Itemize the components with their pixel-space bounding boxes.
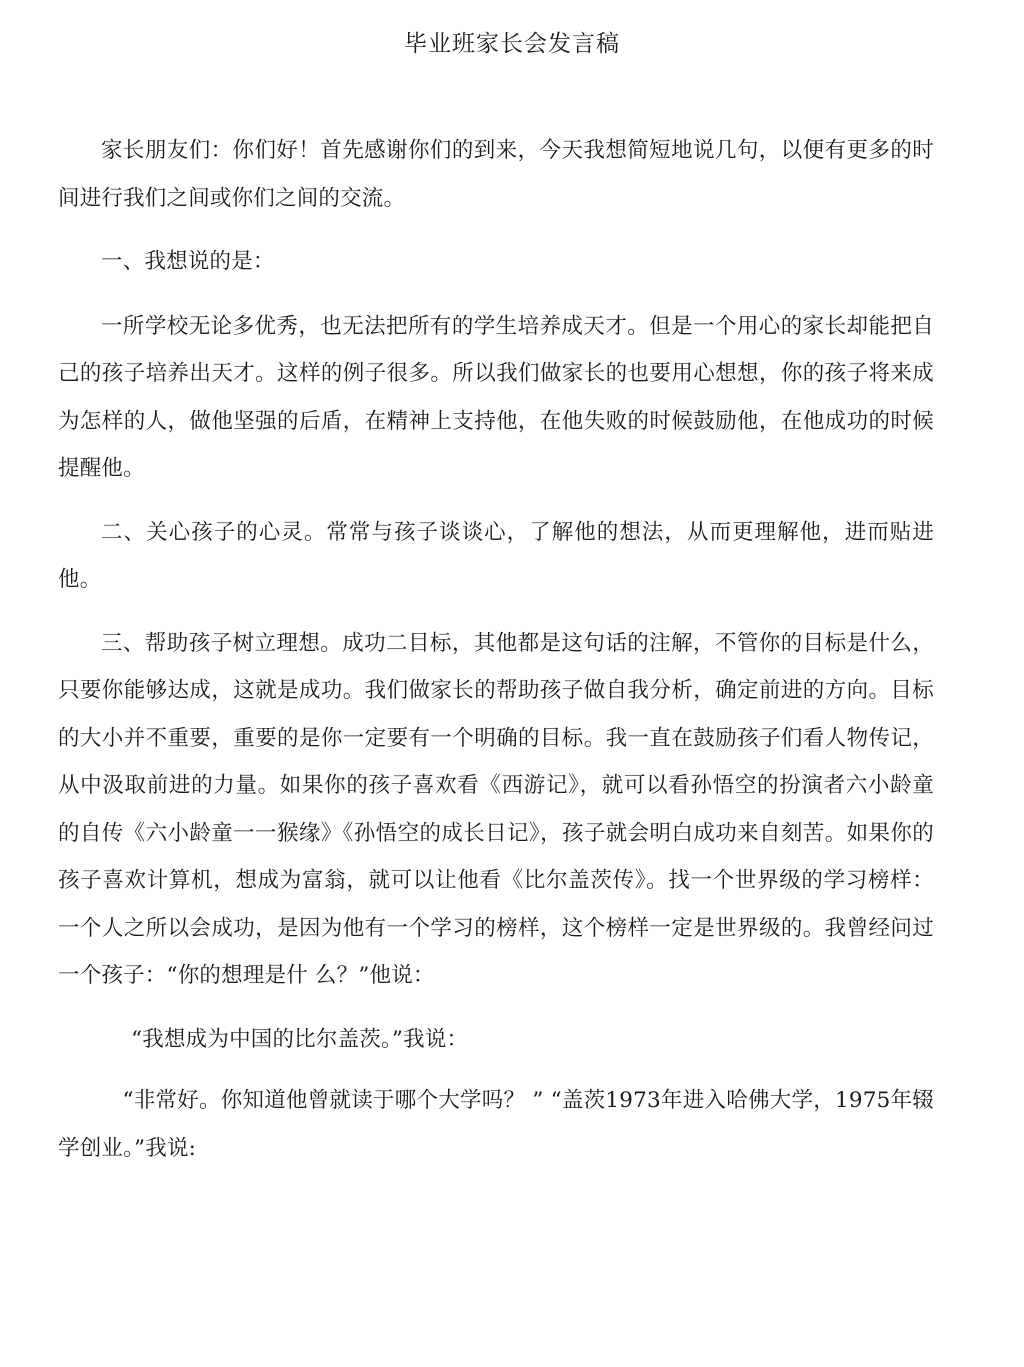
paragraph-quote-two: “非常好。你知道他曾就读于哪个大学吗？ ” “盖茨1973年进入哈佛大学，1975年辍学创业。”我说: [58, 1088, 934, 1161]
paragraph-quote-one: “我想成为中国的比尔盖茨。”我说： [131, 1026, 469, 1052]
document-title: 毕业班家长会发言稿 [404, 31, 620, 57]
paragraph-point-one: 一所学校无论多优秀，也无法把所有的学生培养成天才。但是一个用心的家长却能把自己的孩子培养出天才。这样的例子很多。所以我们做家长的也要用心想想，你的孩子将来成为怎样的人，做他坚强的后盾，在精神上支持他，在他失败的时候鼓励他，在他成功的时候提醒他。 [58, 313, 934, 481]
paragraph-point-two: 二、关心孩子的心灵。常常与孩子谈谈心，了解他的想法，从而更理解他，进而贴进他。 [58, 519, 934, 592]
paragraph-point-three: 三、帮助孩子树立理想。成功二目标，其他都是这句话的注解，不管你的目标是什么，只要你能够达成，这就是成功。我们做家长的帮助孩子做自我分析，确定前进的方向。目标的大小并不重要，重要的是你一定要有一个明确的目标。我一直在鼓励孩子们看人物传记，从中汲取前进的力量。如果你的孩子喜欢看《西游记》，就可以看孙悟空的扮演者六小龄童的自传《六小龄童一一猴缘》《孙悟空的成长日记》，孩子就会明白成功来自刻苦。如果你的孩子喜欢计算机，想成为富翁，就可以让他看《比尔盖茨传》。找一个世界级的学习榜样：一个人之所以会成功，是因为他有一个学习的榜样，这个榜样一定是世界级的。我曾经问过一个孩子：“你的想理是什 么？”他说： [58, 630, 934, 988]
document-body [58, 127, 934, 1188]
paragraph-greeting: 家长朋友们：你们好！首先感谢你们的到来，今天我想简短地说几句，以便有更多的时间进行我们之间或你们之间的交流。 [58, 138, 934, 211]
paragraph-point-one-heading: 一、我想说的是： [101, 249, 275, 274]
